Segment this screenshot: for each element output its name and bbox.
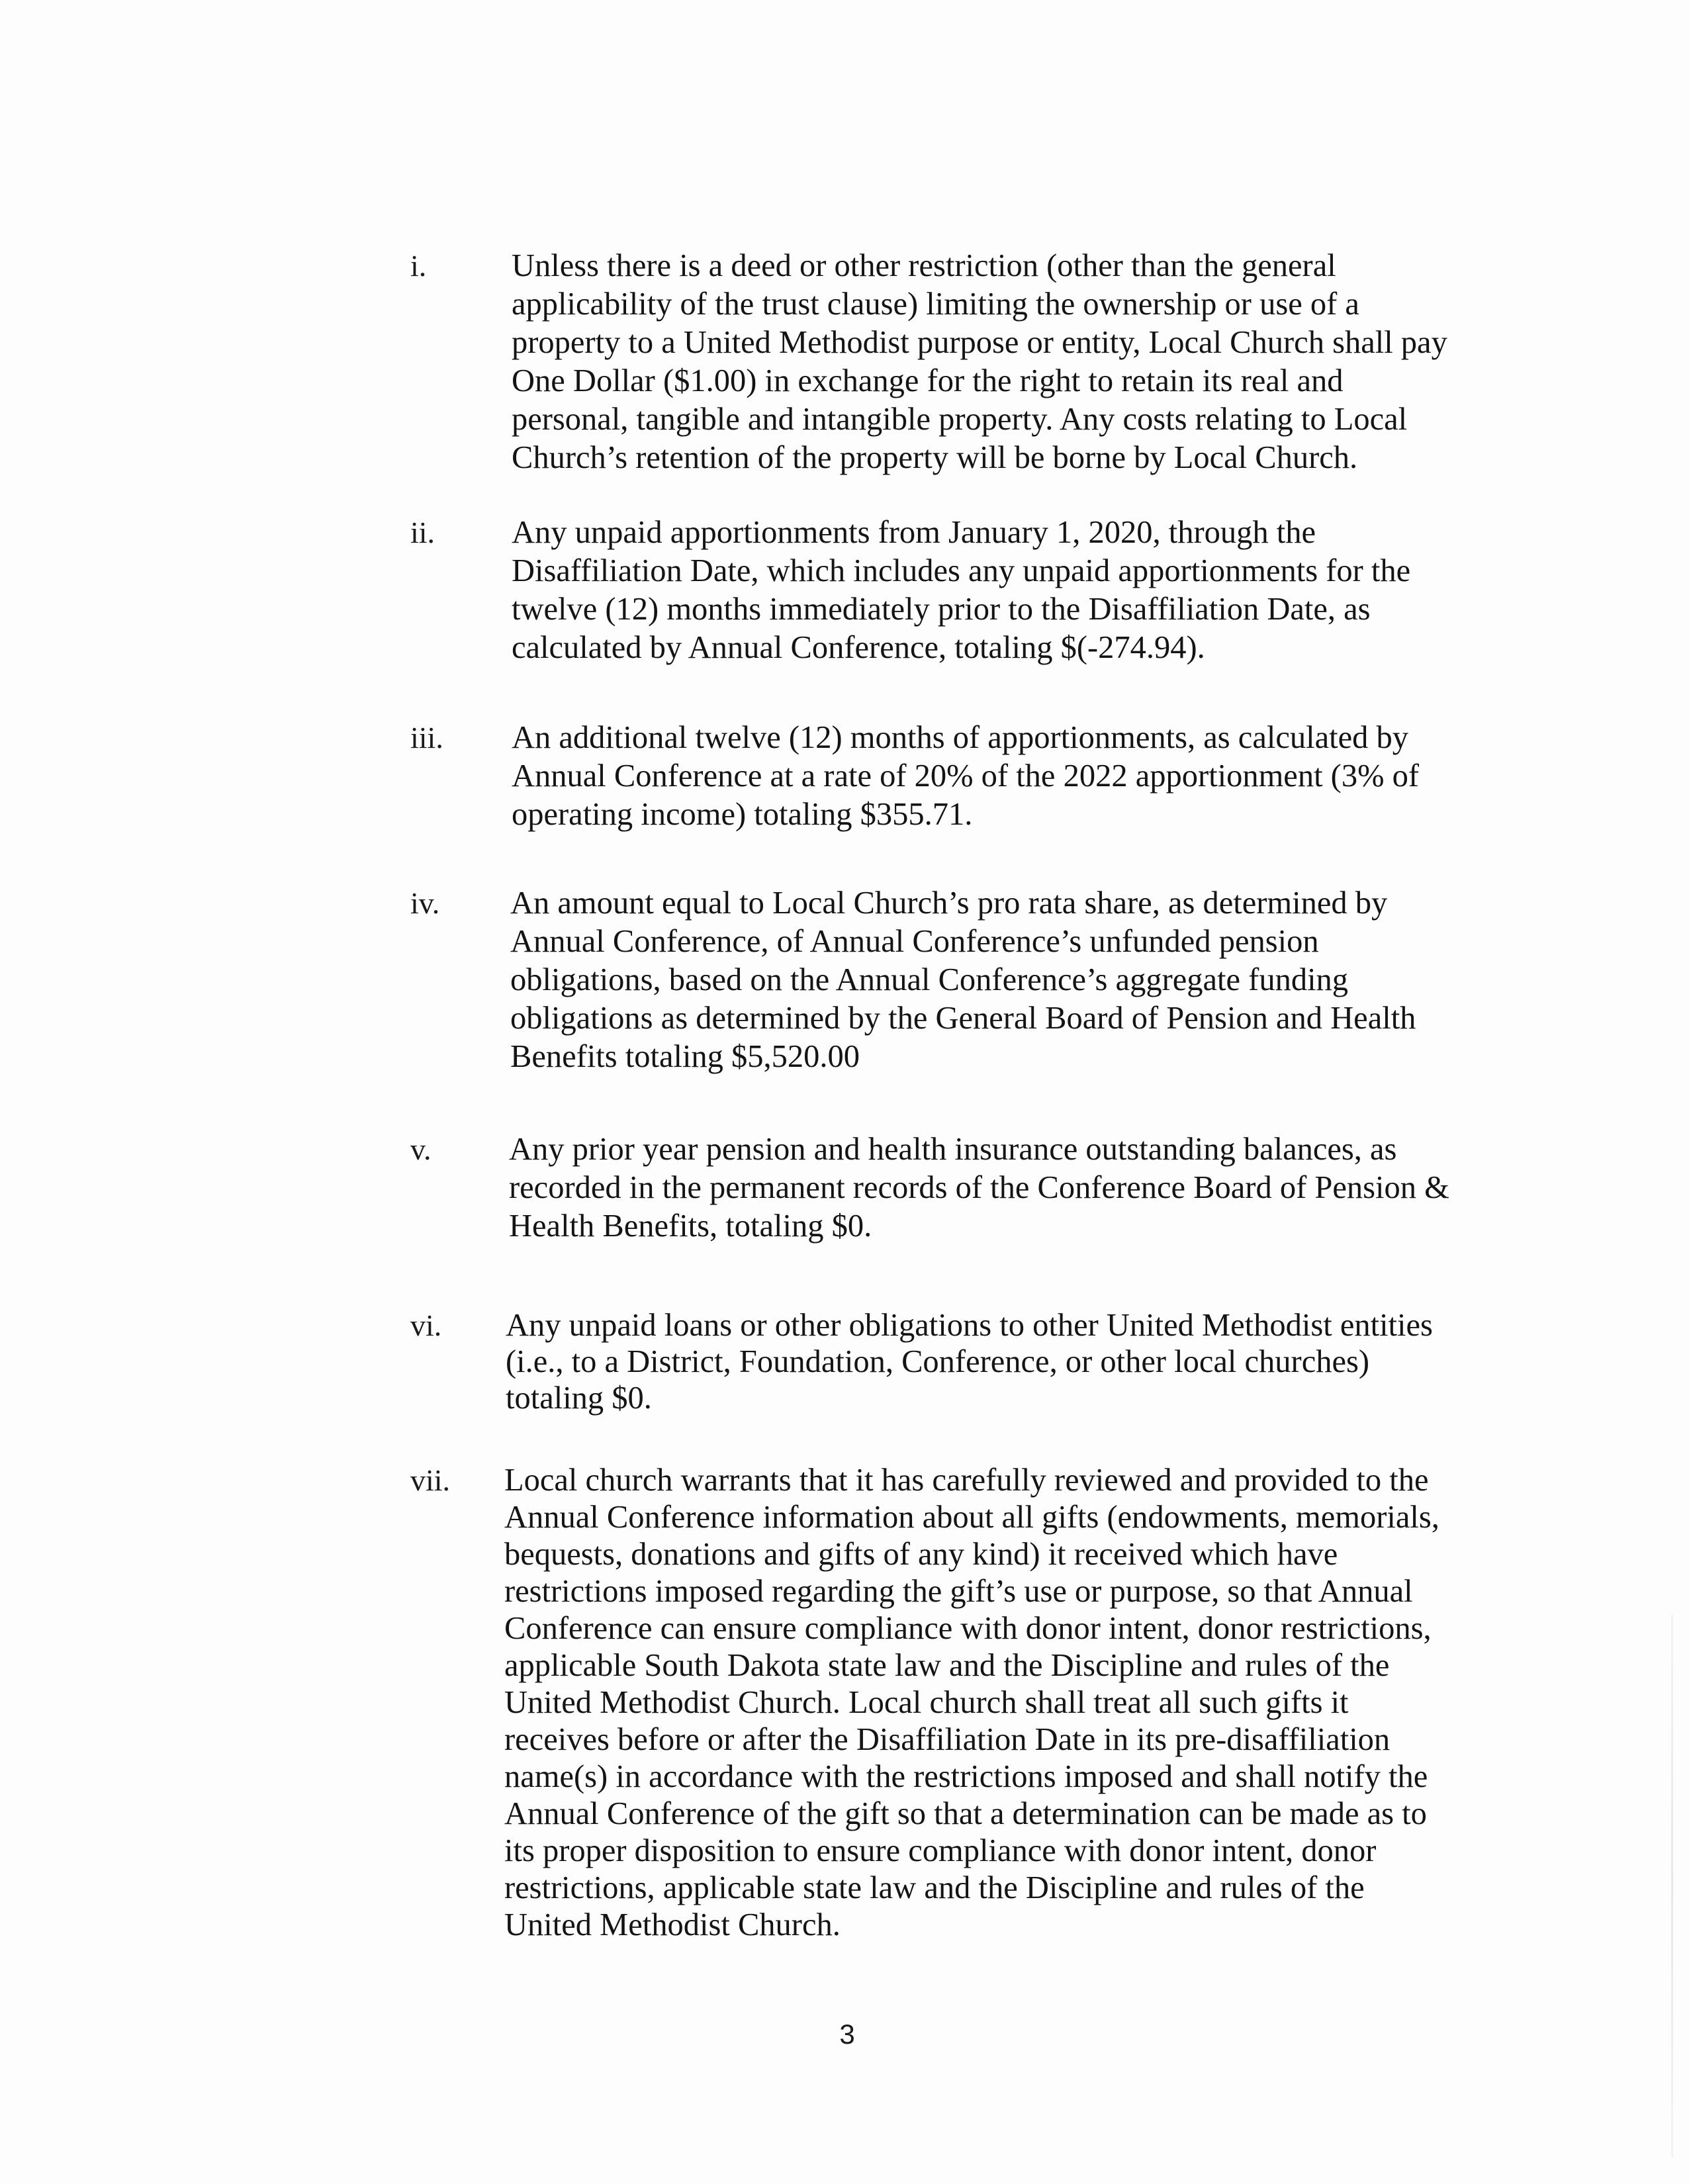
item-text-line: United Methodist Church. bbox=[504, 1907, 841, 1942]
item-text-line: An additional twelve (12) months of apportionments, as calculated by bbox=[512, 720, 1408, 755]
item-text-line: twelve (12) months immediately prior to the Disaffiliation Date, as bbox=[512, 592, 1371, 627]
item-text-line: Conference can ensure compliance with donor intent, donor restrictions, bbox=[504, 1611, 1432, 1646]
item-text-line: Benefits totaling $5,520.00 bbox=[510, 1039, 860, 1074]
item-text-line: applicability of the trust clause) limiting the ownership or use of a bbox=[512, 287, 1359, 322]
item-text-line: restrictions, applicable state law and the Discipline and rules of the bbox=[504, 1870, 1365, 1905]
item-text-line: An amount equal to Local Church’s pro rata share, as determined by bbox=[510, 886, 1388, 921]
item-marker: vii. bbox=[410, 1463, 451, 1497]
item-text-line: (i.e., to a District, Foundation, Conference, or other local churches) bbox=[506, 1344, 1370, 1379]
item-marker: v. bbox=[410, 1132, 432, 1166]
item-text-line: Annual Conference at a rate of 20% of the 2022 apportionment (3% of bbox=[512, 758, 1420, 794]
item-text-line: personal, tangible and intangible property. Any costs relating to Local bbox=[512, 402, 1408, 437]
item-marker: iii. bbox=[410, 721, 443, 754]
item-text-line: One Dollar ($1.00) in exchange for the right to retain its real and bbox=[512, 363, 1344, 398]
item-text-line: Church’s retention of the property will be borne by Local Church. bbox=[512, 440, 1358, 475]
page-number: 3 bbox=[839, 2019, 855, 2050]
item-text-line: Local church warrants that it has carefully reviewed and provided to the bbox=[504, 1463, 1429, 1498]
item-text-line: Disaffiliation Date, which includes any unpaid apportionments for the bbox=[512, 553, 1411, 588]
item-text-line: Annual Conference information about all gifts (endowments, memorials, bbox=[504, 1500, 1439, 1535]
item-text-line: name(s) in accordance with the restrictions imposed and shall notify the bbox=[504, 1759, 1428, 1794]
item-text-line: obligations as determined by the General Board of Pension and Health bbox=[510, 1001, 1416, 1036]
scan-edge-shadow bbox=[1671, 1615, 1673, 2158]
item-text-line: applicable South Dakota state law and the Discipline and rules of the bbox=[504, 1648, 1390, 1683]
item-text-line: Health Benefits, totaling $0. bbox=[509, 1208, 872, 1244]
item-text-line: recorded in the permanent records of the Conference Board of Pension & bbox=[509, 1170, 1449, 1205]
item-marker: iv. bbox=[410, 886, 440, 920]
item-text-line: Annual Conference of the gift so that a determination can be made as to bbox=[504, 1796, 1427, 1831]
item-text-line: calculated by Annual Conference, totaling $(-274.94). bbox=[512, 630, 1205, 665]
item-text-line: Unless there is a deed or other restriction (other than the general bbox=[512, 248, 1336, 283]
item-text-line: bequests, donations and gifts of any kind) it received which have bbox=[504, 1537, 1338, 1572]
item-text-line: receives before or after the Disaffiliation Date in its pre-disaffiliation bbox=[504, 1722, 1391, 1757]
item-text-line: operating income) totaling $355.71. bbox=[512, 797, 973, 832]
item-text-line: Annual Conference, of Annual Conference’s unfunded pension bbox=[510, 924, 1319, 959]
item-text-line: totaling $0. bbox=[506, 1381, 652, 1416]
item-marker: vi. bbox=[410, 1308, 442, 1342]
item-marker: i. bbox=[410, 249, 427, 283]
item-text-line: obligations, based on the Annual Conference’s aggregate funding bbox=[510, 962, 1349, 997]
item-text-line: property to a United Methodist purpose or entity, Local Church shall pay bbox=[512, 325, 1447, 360]
item-text-line: Any unpaid apportionments from January 1, 2020, through the bbox=[512, 515, 1316, 550]
item-text-line: restrictions imposed regarding the gift’s use or purpose, so that Annual bbox=[504, 1574, 1413, 1609]
item-text-line: United Methodist Church. Local church shall treat all such gifts it bbox=[504, 1685, 1349, 1720]
item-text-line: Any prior year pension and health insurance outstanding balances, as bbox=[509, 1132, 1397, 1167]
item-text-line: Any unpaid loans or other obligations to other United Methodist entities bbox=[506, 1308, 1433, 1343]
item-text-line: its proper disposition to ensure compliance with donor intent, donor bbox=[504, 1833, 1377, 1868]
item-marker: ii. bbox=[410, 516, 435, 549]
